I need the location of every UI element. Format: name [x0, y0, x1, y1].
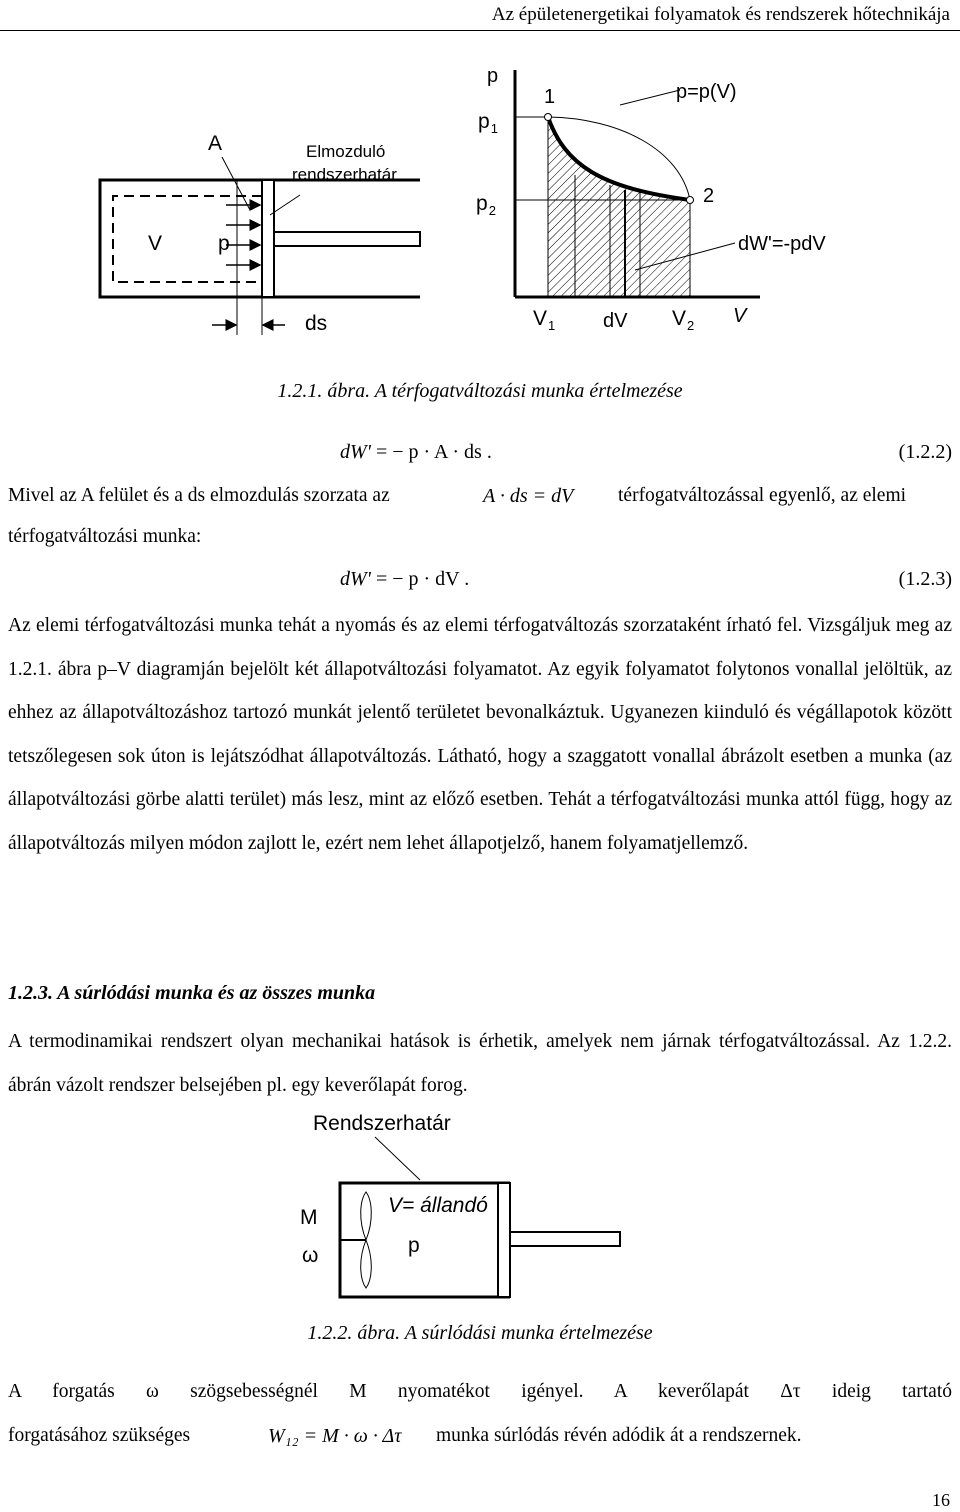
axis-p-label: p	[487, 65, 499, 87]
para1-line1-start: Mivel az A felület és a ds elmozdulás szorzata az	[8, 485, 390, 506]
para4-line1: A forgatás ω szögsebességnél M nyomatékot igényel. A keverőlapát Δτ ideig tartató	[8, 1381, 952, 1402]
running-header-title: Az épületenergetikai folyamatok és rendszerek hőtechnikája	[491, 4, 950, 25]
eq-lhs: dW'	[340, 441, 371, 463]
label-point-1: 1	[544, 86, 556, 108]
figure-piston-pv-diagram	[0, 40, 960, 360]
label-V-cylinder: V	[148, 232, 163, 255]
para4-line2-start: forgatásához szükséges	[8, 1425, 191, 1446]
eq-number-1-2-3: (1.2.3)	[898, 568, 952, 590]
running-header	[0, 0, 960, 31]
state-point-2	[687, 197, 694, 204]
state-point-1	[545, 114, 552, 121]
label-boundary: Rendszerhatár	[313, 1112, 451, 1135]
para1-line2: térfogatváltozási munka:	[8, 526, 202, 547]
label-M: M	[300, 1206, 318, 1229]
label-point-2: 2	[703, 185, 715, 207]
label-omega: ω	[302, 1244, 319, 1267]
figure1-caption: 1.2.1. ábra. A térfogatváltozási munka értelmezése	[277, 380, 683, 402]
curve-label-leader	[620, 90, 680, 105]
label-p: p	[408, 1234, 420, 1257]
piston	[237, 180, 420, 335]
label-boundary-1: Elmozduló	[306, 142, 386, 161]
label-V1: $V_1$	[533, 307, 556, 333]
equation-1-2-2	[340, 441, 492, 464]
piston-rod	[510, 1232, 620, 1246]
figure-friction-work	[0, 1100, 960, 1310]
label-V2: $V_2$	[672, 307, 695, 333]
label-ds: ds	[305, 312, 328, 335]
label-dV: dV	[603, 310, 628, 332]
para2: Az elemi térfogatváltozási munka tehát a nyomás és az elemi térfogatváltozás szorzataként írható fel. Vizsgáljuk meg az 1.2.1. ábra p–V diagramján bejelölt két állapotváltozási folyamatot. Az egyik folyamatot folytonos vonallal jelöltük, az ehhez az állapotváltozáshoz tartozó munkát jelentő területet bevonalkáztuk. Ugyanezen kiinduló és végállapotok között tetszőlegesen sok úton is lejátszódhat állapotváltozás. Látható, hogy a szaggatott vonallal ábrázolt esetben a munka (az állapotváltozási görbe alatti terület) más lesz, mint az előző esetben. Tehát a térfogatváltozási munka attól függ, hogy az állapotváltozás milyen módon zajlott le, ezért nem lehet állapotjelző, hanem folyamatjellemző.	[8, 615, 952, 854]
equation-1-2-3	[340, 568, 469, 591]
pv-hatched-area	[548, 117, 690, 297]
label-A: A	[208, 132, 223, 155]
label-p2: $p_2$	[476, 192, 496, 218]
label-V-constant: V= állandó	[388, 1194, 488, 1217]
para4-formula: W₁₂ = M · ω · Δτ	[268, 1425, 402, 1447]
eq-rhs: = − p · dV .	[375, 568, 470, 590]
para4-line2-end: munka súrlódás révén adódik át a rendszernek.	[436, 1425, 802, 1446]
area-leader-line	[222, 157, 250, 210]
eq-rhs: = − p · A · ds .	[375, 441, 492, 463]
work-label: dW'=-pdV	[738, 233, 826, 255]
fixed-piston	[498, 1183, 510, 1297]
section-heading: 1.2.3. A súrlódási munka és az összes munka	[8, 982, 376, 1004]
axis-V-label: V	[733, 305, 747, 327]
eq-lhs: dW'	[340, 568, 371, 590]
pressure-arrows	[226, 205, 260, 265]
para3: A termodinamikai rendszert olyan mechanikai hatások is érhetik, amelyek nem járnak térfogatváltozással. Az 1.2.2. ábrán vázolt rendszer belsejében pl. egy keverőlapát forog.	[8, 1031, 952, 1096]
eq-number-1-2-2: (1.2.2)	[898, 441, 952, 463]
label-boundary-2: rendszerhatár	[292, 165, 397, 184]
boundary-leader	[375, 1137, 420, 1180]
label-p1: $p_1$	[478, 110, 498, 136]
label-p-cylinder: p	[218, 232, 230, 255]
figure2-caption: 1.2.2. ábra. A súrlódási munka értelmezése	[307, 1322, 653, 1344]
page-number: 16	[932, 1490, 950, 1510]
curve-label: p=p(V)	[676, 81, 737, 103]
para1-formula: A · ds = dV	[483, 485, 574, 507]
para1-line1-end: térfogatváltozással egyenlő, az elemi	[618, 485, 907, 506]
